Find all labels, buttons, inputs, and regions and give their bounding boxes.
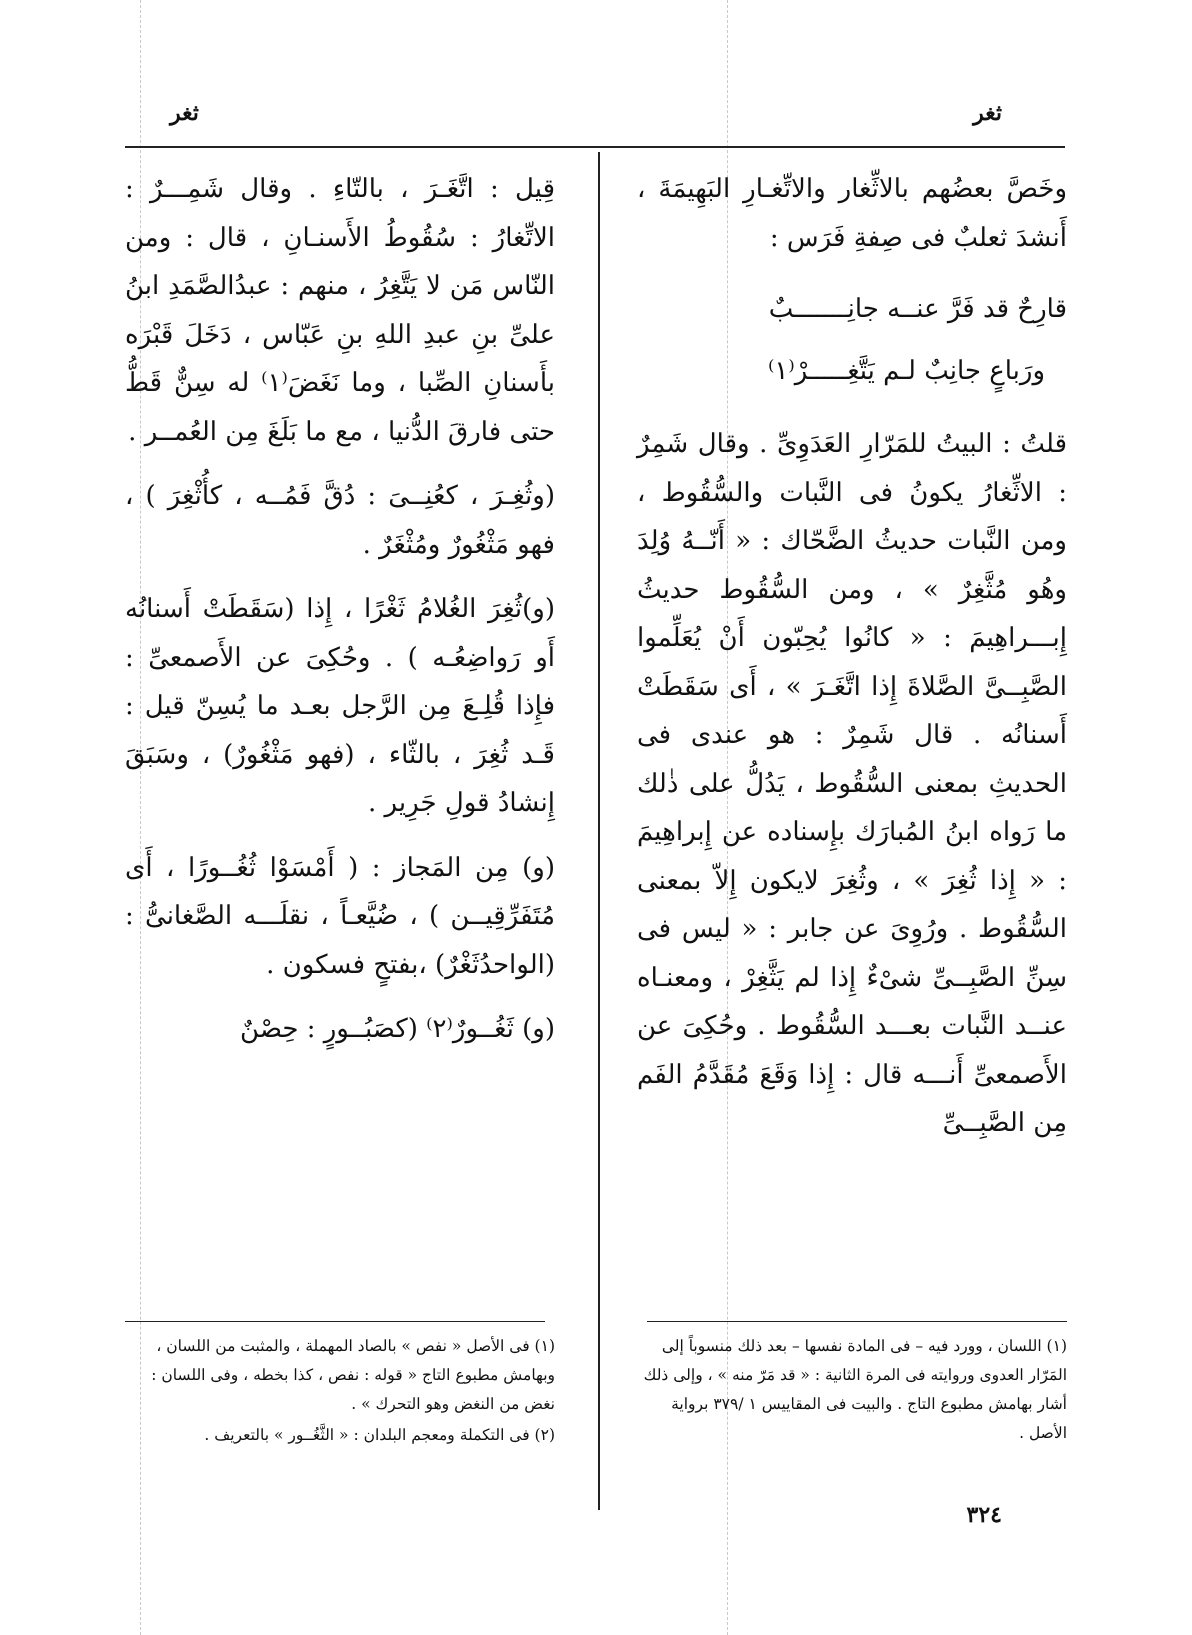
running-header-left: ثغر — [170, 100, 199, 126]
verse-line: قارِحٌ قد فَرَّ عنــه جانِـــــــبٌ — [768, 294, 1067, 324]
paragraph: وخَصَّ بعضُهم بالاثِّغار والاتِّغـارِ البَهِيمَةَ ، أَنشدَ ثعلبٌ فى صِفةِ فَرَس : — [637, 174, 1067, 253]
running-header-right: ثغر — [973, 100, 1002, 126]
left-column — [125, 165, 555, 1070]
header-rule — [125, 146, 1065, 148]
page-number: ٣٢٤ — [966, 1502, 1002, 1528]
footnote: (١) اللسان ، وورد فيه – فى المادة نفسها – بعد ذلك منسوباً إلى المَرّار العدوى وروايته فى المرة الثانية : « قد مَرّ منه » ، وإلى ذلك أشار بهامش مطبوع التاج . والبيت فى المقاييس ١ /٣٧٩ برواية الأصل . — [643, 1337, 1067, 1442]
column-divider — [598, 152, 600, 1510]
right-column — [637, 165, 1067, 1164]
paragraph: (و) ثَغُــورٌ⁽٢⁾ (كصَبُــورٍ : حِصْنٌ — [240, 1014, 555, 1044]
footnote: (١) فى الأصل « نفص » بالصاد المهملة ، والمثبت من اللسان ، وبهامش مطبوع التاج « قوله : نفص ، كذا بخطه ، وفى اللسان : نغض من النغض وهو التحرك » . — [151, 1337, 555, 1413]
paragraph: قلتُ : البيتُ للمَرّارِ العَدَوِىِّ . وقال شَمِرٌ : الاثِّغارُ يكونُ فى النَّبات والسُّقُوط ، ومن النَّبات حديثُ الضَّحّاك : « أَنّــهُ وُلِدَ وهُو مُثَّغِرٌ » ، ومن السُّقُوط حديثُ إِبـــراهِيمَ : « كانُوا يُحِبّون أَنْ يُعَلِّموا الصَّبِــىَّ الصَّلاةَ إِذا اتَّغَـرَ » ، أَى سَقَطَتْ أَسنانُه . قال شَمِرٌ : هو عندى فى الحديثِ بمعنى السُّقُوط ، يَدُلُّ على ذٰلك ما رَواه ابنُ المُبارَك بإِسناده عن إِبراهِيمَ : « إِذا ثُغِرَ » ، وثُغِرَ لايكون إِلاّ بمعنى السُّقُوط . ورُوِىَ عن جابر : « ليس فى سِنِّ الصَّبِــىِّ شىْءٌ إِذا لم يَثَّغِرْ ، ومعنـاه عنــد النَّبات بعـــد السُّقُوط . وحُكِىَ عن الأَصمعىِّ أَنـــه قال : إِذا وَقَعَ مُقَدَّمُ الفَم مِن الصَّبِــىِّ — [637, 429, 1067, 1138]
verse-line: ورَباعٍ جانِبٌ لـم يَتَّغِـــــرْ⁽١⁾ — [768, 356, 1045, 386]
paragraph: (وثُغِـرَ ، كعُنِــىَ : دُقَّ فَمُــه ، كأُثْغِرَ ) ، فهو مَثْغُورٌ ومُثْغَرٌ . — [125, 481, 555, 560]
paragraph: (و)ثُغِرَ الغُلامُ ثَغْرًا ، إِذا (سَقَطَتْ أَسنانُه أَو رَواضِعُـه ) . وحُكِىَ عن الأَصمعىِّ : فإِذا قُلِـعَ مِن الرَّجل بعـد ما يُسِنّ قيل : قَـد ثُغِرَ ، بالثّاء ، (فهو مَثْغُورٌ) ، وسَبَقَ إِنشادُ قولِ جَرِير . — [125, 594, 555, 818]
paragraph: (و) مِن المَجاز : ( أَمْسَوْا ثُغُــورًا ، أَى مُتَفَرِّقِيــن ) ، ضُيَّعـاً ، نقلَـــه الصَّغانىُّ : (الواحدُثَغْرٌ) ،بفتحٍ فسكون . — [125, 852, 555, 980]
footnote-rule — [647, 1321, 1067, 1322]
footnotes-right — [637, 1332, 1067, 1450]
footnotes-left — [125, 1332, 555, 1452]
paragraph: قِيل : اتَّغَـرَ ، بالتّاءِ . وقال شَمِـــرٌ : الاتِّغارُ : سُقُوطُ الأَسنـانِ ، قال : ومن النّاس مَن لا يَتَّغِرُ ، منهم : عبدُالصَّمَدِ ابنُ علىِّ بنِ عبدِ اللهِ بنِ عَبّاس ، دَخَلَ قَبْرَه بأَسنانِ الصِّبا ، وما نَغَضَ⁽١⁾ له سِنٌّ قَطُّ حتى فارقَ الدُّنيا ، مع ما بَلَغَ مِن العُمــر . — [125, 174, 555, 447]
footnote: (٢) فى التكملة ومعجم البلدان : « الثَّغُــور » بالتعريف . — [204, 1426, 555, 1444]
verse — [637, 278, 1067, 402]
footnote-rule — [125, 1321, 545, 1322]
